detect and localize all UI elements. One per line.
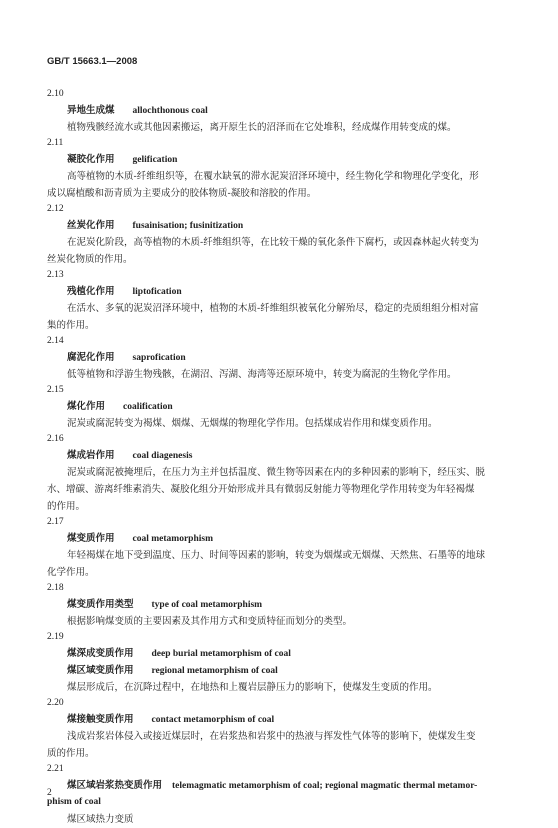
term-heading: [67, 102, 522, 119]
definition-line: 丝炭化物质的作用。: [47, 254, 133, 265]
term-chinese: 煤深成变质作用: [67, 648, 134, 659]
definition-line: 的作用。: [47, 501, 86, 512]
entry-number: 2.17: [47, 517, 64, 527]
term-english: liptofication: [132, 287, 182, 297]
term-english: coalification: [123, 402, 173, 412]
definition-line: 水、增碳、游离纤维素消失、凝胶化组分开始形成并具有微弱反射能力等物理化学作用转变为年轻褐煤: [47, 484, 475, 495]
entry-number: 2.11: [47, 138, 64, 148]
definition-line: 在活水、多氧的泥炭沼泽环境中，植物的木质-纤维组织被氧化分解殆尽，稳定的壳质组组分相对富: [67, 303, 479, 314]
term-heading: [67, 530, 522, 547]
entry-number: 2.21: [47, 764, 64, 774]
page-number: 2: [47, 788, 52, 798]
term-heading: [67, 349, 522, 366]
definition-line: 在泥炭化阶段，高等植物的木质-纤维组织等，在比较干燥的氧化条件下腐朽，或因森林起火转变为: [67, 237, 479, 248]
term-chinese: 煤区域岩浆热变质作用: [67, 780, 163, 791]
definition-line: 低等植物和浮游生物残骸，在湖沼、泻湖、海湾等还原环境中，转变为腐泥的生物化学作用。: [67, 369, 457, 380]
term-english-continued: phism of coal: [47, 797, 101, 807]
term-chinese: 煤成岩作用: [67, 450, 115, 461]
term-heading: [67, 777, 522, 794]
entry-number: 2.12: [47, 204, 64, 214]
term-chinese: 丝炭化作用: [67, 220, 115, 231]
glossary-body: [47, 87, 522, 828]
term-chinese: 腐泥化作用: [67, 352, 115, 363]
term-english: telemagmatic metamorphism of coal; regional magmatic thermal metamor-: [172, 781, 478, 791]
entry-number: 2.14: [47, 336, 64, 346]
definition-line: 根据影响煤变质的主要因素及其作用方式和变质特征而划分的类型。: [67, 616, 353, 627]
term-english: allochthonous coal: [132, 106, 208, 116]
definition-line: 高等植物的木质-纤维组织等，在覆水缺氧的滞水泥炭沼泽环境中，经生物化学和物理化学变化，形: [67, 171, 479, 182]
term-heading: [67, 398, 522, 415]
term-english: contact metamorphism of coal: [151, 715, 275, 725]
term-heading: [67, 447, 522, 464]
definition-line: 化学作用。: [47, 567, 95, 578]
term-heading: [67, 283, 522, 300]
term-english: saprofication: [132, 353, 186, 363]
definition-line: 年轻褐煤在地下受到温度、压力、时间等因素的影响，转变为烟煤或无烟煤、天然焦、石墨等的地球: [67, 550, 486, 561]
definition-line: 浅成岩浆岩体侵入或接近煤层时，在岩浆热和岩浆中的热液与挥发性气体等的影响下，使煤发生变: [67, 731, 476, 742]
term-heading: [67, 662, 522, 679]
term-chinese: 残植化作用: [67, 286, 115, 297]
term-english: coal diagenesis: [132, 451, 193, 461]
term-chinese: 煤变质作用类型: [67, 599, 134, 610]
term-heading: [67, 711, 522, 728]
entry-number: 2.10: [47, 89, 64, 99]
entry-number: 2.19: [47, 632, 64, 642]
term-chinese: 煤区域变质作用: [67, 665, 134, 676]
entry-number: 2.18: [47, 583, 64, 593]
definition-line: 质的作用。: [47, 748, 95, 759]
term-english: coal metamorphism: [132, 534, 213, 544]
term-chinese: 煤化作用: [67, 401, 106, 412]
term-heading: [67, 217, 522, 234]
definition-line: 泥炭或腐泥转变为褐煤、烟煤、无烟煤的物理化学作用。包括煤成岩作用和煤变质作用。: [67, 418, 438, 429]
term-chinese: 凝胶化作用: [67, 154, 115, 165]
definition-line: 煤层形成后，在沉降过程中，在地热和上覆岩层静压力的影响下，使煤发生变质的作用。: [67, 682, 438, 693]
term-chinese: 煤变质作用: [67, 533, 115, 544]
term-heading: [67, 151, 522, 168]
definition-line: 泥炭或腐泥被掩埋后，在压力为主并包括温度、微生物等因素在内的多种因素的影响下，经压实、脱: [67, 467, 486, 478]
term-heading: [67, 596, 522, 613]
term-heading: [67, 645, 522, 662]
definition-line: 集的作用。: [47, 320, 95, 331]
term-english: gelification: [132, 155, 178, 165]
standard-number: GB/T 15663.1—2008: [47, 56, 138, 67]
alternate-term: 煤区域热力变质: [67, 814, 134, 825]
term-english: fusainisation; fusinitization: [132, 221, 244, 231]
entry-number: 2.20: [47, 698, 64, 708]
term-english: deep burial metamorphism of coal: [151, 649, 291, 659]
term-english: regional metamorphism of coal: [151, 666, 278, 676]
entry-number: 2.16: [47, 434, 64, 444]
term-chinese: 煤接触变质作用: [67, 714, 134, 725]
entry-number: 2.13: [47, 270, 64, 280]
entry-number: 2.15: [47, 385, 64, 395]
term-english: type of coal metamorphism: [151, 600, 263, 610]
term-chinese: 异地生成煤: [67, 105, 115, 116]
definition-line: 植物残骸经流水或其他因素搬运，离开原生长的沼泽而在它处堆积，经成煤作用转变成的煤。: [67, 122, 457, 133]
definition-line: 成以腐植酸和沥青质为主要成分的胶体物质-凝胶和溶胶的作用。: [47, 188, 317, 199]
